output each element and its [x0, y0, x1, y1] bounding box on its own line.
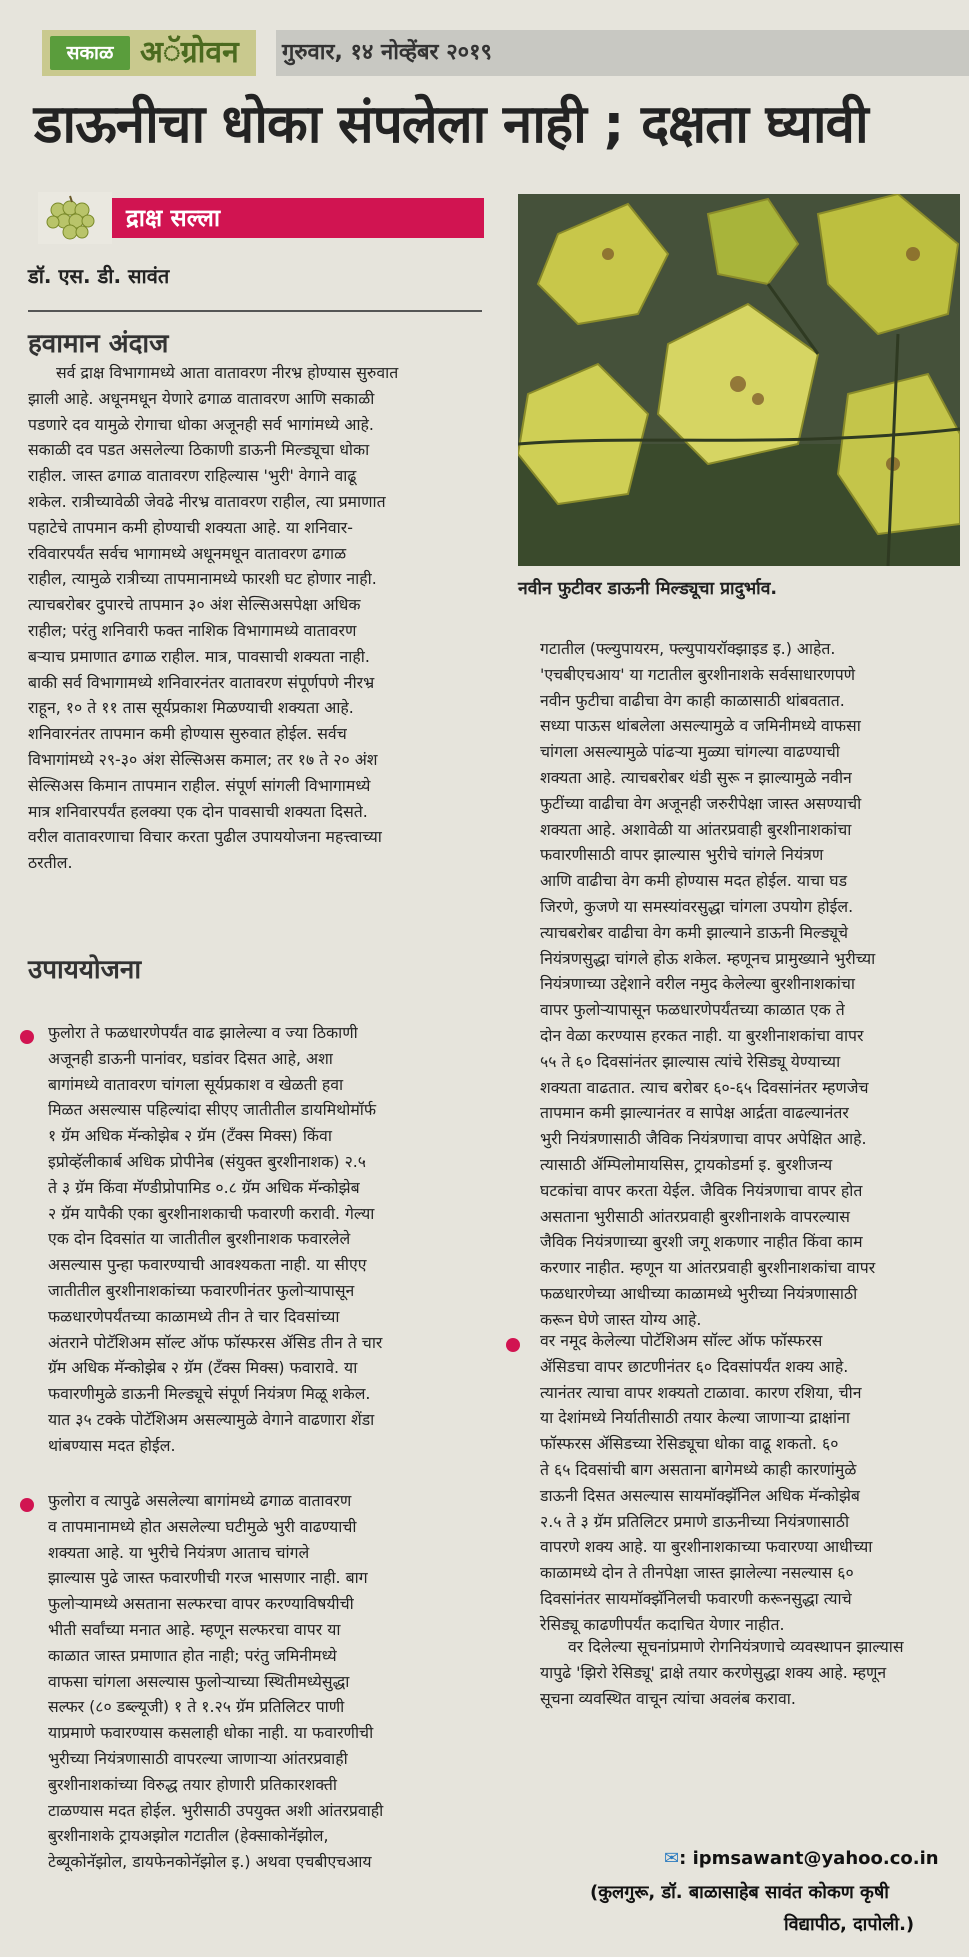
email-prefix: :	[679, 1848, 687, 1869]
text-line: भुरी नियंत्रणासाठी जैविक नियंत्रणाचा वापर अपेक्षित आहे.	[540, 1129, 867, 1149]
text-line: नियंत्रणाच्या उद्देशाने वरील नमुद केलेल्या बुरशीनाशकांचा	[540, 974, 855, 994]
text-line: बुरशीनाशके ट्रायअझोल गटातील (हेक्साकोनॅझोल,	[48, 1826, 329, 1846]
text-line: शनिवारनंतर तापमान कमी होण्यास सुरुवात होईल. सर्वच	[28, 724, 347, 744]
text-line: त्याचबरोबर दुपारचे तापमान ३० अंश सेल्सिअसपेक्षा अधिक	[28, 595, 361, 615]
weather-paragraph	[28, 360, 398, 876]
text-line: फुलोरा व त्यापुढे असलेल्या बागांमध्ये ढगाळ वातावरण	[48, 1491, 352, 1510]
text-line: आणि वाढीचा वेग कमी होण्यास मदत होईल. याचा घड	[540, 871, 848, 891]
agrowon-logo: अॅग्रोवन	[140, 35, 239, 70]
text-line: राहून, १० ते ११ तास सूर्यप्रकाश मिळण्याची शक्यता आहे.	[28, 698, 354, 718]
text-line: काळामध्ये दोन ते तीनपेक्षा जास्त झालेल्या नसल्यास ६०	[540, 1563, 854, 1583]
headline: डाऊनीचा धोका संपलेला नाही ; दक्षता घ्यावी	[34, 94, 868, 155]
continued-paragraph	[540, 636, 875, 1333]
text-line: एक दोन दिवसांत या जातीतील बुरशीनाशक फवारलेले	[48, 1229, 351, 1249]
text-line: फवारणीमुळे डाऊनी मिल्ड्यूचे संपूर्ण नियंत्रण मिळू शकेल.	[48, 1384, 371, 1404]
text-line: सल्फर (८० डब्ल्यूजी) १ ते १.२५ ग्रॅम प्रतिलिटर पाणी	[48, 1697, 345, 1717]
text-line: फुलोरा ते फळधारणेपर्यंत वाढ झालेल्या व ज्या ठिकाणी	[48, 1023, 358, 1042]
text-line: काळात जास्त प्रमाणात होत नाही; परंतु जमिनीमध्ये	[48, 1645, 337, 1665]
byline-divider	[28, 310, 482, 312]
text-line: ५५ ते ६० दिवसांनंतर झाल्यास त्यांचे रेसिड्यू येण्याच्या	[540, 1051, 841, 1071]
text-line: फवारणीसाठी वापर झाल्यास भुरीचे चांगले नियंत्रण	[540, 845, 824, 865]
text-line: राहील. जास्त ढगाळ वातावरण राहिल्यास 'भुरी' वेगाने वाढू	[28, 466, 357, 486]
text-line: पहाटेचे तापमान कमी होण्याची शक्यता आहे. या शनिवार-	[28, 517, 353, 537]
text-line: त्याचबरोबर वाढीचा वेग कमी झाल्याने डाऊनी मिल्ड्यूचे	[540, 922, 849, 942]
text-line: सध्या पाऊस थांबलेला असल्यामुळे व जमिनीमध्ये वाफसा	[540, 716, 861, 736]
grape-icon	[38, 192, 112, 244]
text-line: गटातील (फ्ल्युपायरम, फ्ल्युपायरॉक्झाइड इ.) आहेत.	[540, 639, 836, 658]
text-line: दिवसांनंतर सायमॉक्झॅनिलची फवारणी करूनसुद्धा त्याचे	[540, 1588, 852, 1608]
author-email[interactable]: ipmsawant@yahoo.co.in	[692, 1848, 939, 1869]
grape-leaf-photo	[518, 194, 960, 566]
issue-date: गुरुवार, १४ नोव्हेंबर २०१९	[282, 40, 492, 65]
text-line: फुटींच्या वाढीचा वेग अजूनही जरुरीपेक्षा जास्त असण्याची	[540, 793, 862, 813]
text-line: या देशांमध्ये निर्यातीसाठी तयार केल्या जाणाऱ्या द्राक्षांना	[540, 1408, 850, 1428]
text-line: थांबण्यास मदत होईल.	[48, 1435, 176, 1455]
text-line: रविवारपर्यंत सर्वच भागामध्ये अधूनमधून वातावरण ढगाळ	[28, 543, 347, 563]
text-line: ठरतील.	[28, 853, 73, 873]
text-line: फुलोऱ्यामध्ये असताना सल्फरचा वापर करण्याविषयीची	[48, 1594, 354, 1614]
text-line: वर नमूद केलेल्या पोटॅशिअम सॉल्ट ऑफ फॉस्फरस	[540, 1331, 823, 1350]
text-line: नियंत्रणसुद्धा चांगले होऊ शकेल. म्हणूनच प्रामुख्याने भुरीच्या	[540, 948, 876, 968]
text-line: २ ग्रॅम यापैकी एका बुरशीनाशकाची फवारणी करावी. गेल्या	[48, 1203, 375, 1223]
bullet-icon	[20, 1498, 34, 1512]
text-line: झाली आहे. अधूनमधून येणारे ढगाळ वातावरण आणि सकाळी	[28, 388, 375, 408]
section-weather-title: हवामान अंदाज	[28, 329, 169, 359]
text-line: जातीतील बुरशीनाशकांच्या फवारणीनंतर फुलोऱ्यापासून	[48, 1280, 355, 1300]
text-line: अंतराने पोटॅशिअम सॉल्ट ऑफ फॉस्फरस ॲसिड तीन ते चार	[48, 1332, 383, 1352]
text-line: वापर फुलोऱ्यापासून फळधारणेपर्यंतच्या काळात एक ते	[540, 1000, 845, 1020]
section-measures-title: उपाययोजना	[28, 955, 142, 985]
text-line: बाकी सर्व विभागामध्ये शनिवारनंतर वातावरण संपूर्णपणे नीरभ्र	[28, 672, 375, 692]
text-line: सेल्सिअस किमान तापमान राहील. संपूर्ण सांगली विभागामध्ये	[28, 775, 371, 795]
text-line: त्यासाठी ॲम्पिलोमायसिस, ट्रायकोडर्मा इ. बुरशीजन्य	[540, 1154, 833, 1174]
column-label: द्राक्ष सल्ला	[126, 204, 221, 232]
text-line: असल्यास पुन्हा फवारण्याची आवश्यकता नाही. या सीएए	[48, 1255, 367, 1275]
text-line: याप्रमाणे फवारण्यास कसलाही धोका नाही. या फवारणीची	[48, 1723, 374, 1743]
text-line: दोन वेळा करण्यास हरकत नाही. या बुरशीनाशकांचा वापर	[540, 1025, 864, 1045]
text-line: वर दिलेल्या सूचनांप्रमाणे रोगनियंत्रणाचे व्यवस्थापन झाल्यास	[568, 1637, 904, 1656]
text-line: भीती सर्वांच्या मनात आहे. म्हणून सल्फरचा वापर या	[48, 1619, 341, 1639]
text-line: चांगला असल्यामुळे पांढऱ्या मुळ्या चांगल्या वाढण्याची	[540, 742, 840, 762]
text-line: झाल्यास पुढे जास्त फवारणीची गरज भासणार नाही. बाग	[48, 1568, 368, 1588]
text-line: टेब्यूकोनॅझोल, डायफेनकोनॅझोल इ.) अथवा एचबीएचआय	[48, 1852, 372, 1872]
measure-item-2	[48, 1488, 383, 1875]
text-line: बऱ्याच प्रमाणात ढगाळ राहील. मात्र, पावसाची शक्यता नाही.	[28, 646, 370, 666]
photo-caption: नवीन फुटीवर डाऊनी मिल्ड्यूचा प्रादुर्भाव.	[518, 579, 778, 599]
text-line: शकेल. रात्रीच्यावेळी जेवढे नीरभ्र वातावरण राहील, त्या प्रमाणात	[28, 491, 386, 511]
text-line: फॉस्फरस ॲसिडच्या रेसिड्यूचा धोका वाढू शकतो. ६०	[540, 1434, 839, 1454]
text-line: बागांमध्ये वातावरण चांगला सूर्यप्रकाश व खेळती हवा	[48, 1074, 344, 1094]
text-line: राहील, त्यामुळे रात्रीच्या तापमानामध्ये फारशी घट होणार नाही.	[28, 569, 377, 589]
text-line: नवीन फुटीचा वाढीचा वेग काही काळासाठी थांबवतात.	[540, 690, 845, 710]
email-icon: ✉	[664, 1848, 680, 1869]
text-line: ग्रॅम अधिक मॅन्कोझेब २ ग्रॅम (टँक्स मिक्स) फवारावे. या	[48, 1358, 358, 1378]
text-line: डाऊनी दिसत असल्यास सायमॉक्झॅनिल अधिक मॅन्कोझेब	[540, 1485, 860, 1505]
text-line: असताना भुरीसाठी आंतरप्रवाही बुरशीनाशके वापरल्यास	[540, 1206, 850, 1226]
sakal-logo: सकाळ	[50, 36, 130, 70]
text-line: सूचना व्यवस्थित वाचून त्यांचा अवलंब करावा.	[540, 1688, 796, 1708]
text-line: घटकांचा वापर करता येईल. जैविक नियंत्रणाचा वापर होत	[540, 1180, 863, 1200]
text-line: विभागांमध्ये २९-३० अंश सेल्सिअस कमाल; तर १७ ते २० अंश	[28, 749, 378, 769]
text-line: यापुढे 'झिरो रेसिड्यू' द्राक्षे तयार करणेसुद्धा शक्य आहे. म्हणून	[540, 1662, 887, 1682]
text-line: जैविक नियंत्रणाच्या बुरशी जगू शकणार नाहीत किंवा काम	[540, 1232, 863, 1252]
text-line: फळधारणेच्या आधीच्या काळामध्ये भुरीच्या नियंत्रणासाठी	[540, 1283, 858, 1303]
text-line: यात ३५ टक्के पोटॅशिअम असल्यामुळे वेगाने वाढणारा शेंडा	[48, 1409, 375, 1429]
author-byline: डॉ. एस. डी. सावंत	[28, 264, 170, 288]
text-line: पडणारे दव यामुळे रोगाचा धोका अजूनही सर्व भागांमध्ये आहे.	[28, 414, 374, 434]
text-line: सर्व द्राक्ष विभागामध्ये आता वातावरण नीरभ्र होण्यास सुरुवात	[56, 363, 399, 382]
text-line: तापमान कमी झाल्यानंतर व सापेक्ष आर्द्रता वाढल्यानंतर	[540, 1103, 849, 1123]
text-line: २.५ ते ३ ग्रॅम प्रतिलिटर प्रमाणे डाऊनीच्या नियंत्रणासाठी	[540, 1511, 850, 1531]
text-line: वरील वातावरणाचा विचार करता पुढील उपाययोजना महत्त्वाच्या	[28, 827, 382, 847]
text-line: वापरणे शक्य आहे. या बुरशीनाशकाच्या फवारण्या आधीच्या	[540, 1537, 873, 1557]
text-line: बुरशीनाशकांच्या विरुद्ध तयार होणारी प्रतिकारशक्ती	[48, 1774, 338, 1794]
text-line: ॲसिडचा वापर छाटणीनंतर ६० दिवसांपर्यंत शक्य आहे.	[540, 1356, 849, 1376]
text-line: शक्यता आहे. त्याचबरोबर थंडी सुरू न झाल्यामुळे नवीन	[540, 767, 852, 787]
text-line: इप्रोव्हॅलीकार्ब अधिक प्रोपीनेब (संयुक्त बुरशीनाशक) २.५	[48, 1151, 367, 1171]
text-line: शक्यता आहे. अशावेळी या आंतरप्रवाही बुरशीनाशकांचा	[540, 819, 852, 839]
bullet-icon	[20, 1030, 34, 1044]
measure-item-3	[540, 1328, 872, 1638]
bullet-icon	[506, 1338, 520, 1352]
text-line: ते ३ ग्रॅम किंवा मॅण्डीप्रोपामिड ०.८ ग्रॅम अधिक मॅन्कोझेब	[48, 1177, 360, 1197]
text-line: मात्र शनिवारपर्यंत हलक्या एक दोन पावसाची शक्यता दिसते.	[28, 801, 368, 821]
text-line: ते ६५ दिवसांची बाग असताना बागेमध्ये काही कारणांमुळे	[540, 1459, 857, 1479]
text-line: मिळत असल्यास पहिल्यांदा सीएए जातीतील डायमिथोमॉर्फ	[48, 1100, 377, 1120]
text-line: १ ग्रॅम अधिक मॅन्कोझेब २ ग्रॅम (टँक्स मिक्स) किंवा	[48, 1126, 332, 1146]
author-affiliation-1: (कुलगुरू, डॉ. बाळासाहेब सावंत कोकण कृषी	[590, 1882, 889, 1903]
text-line: भुरीच्या नियंत्रणासाठी वापरल्या जाणाऱ्या आंतरप्रवाही	[48, 1748, 348, 1768]
text-line: करून घेणे जास्त योग्य आहे.	[540, 1309, 702, 1329]
text-line: त्यानंतर त्याचा वापर शक्यतो टाळावा. कारण रशिया, चीन	[540, 1382, 862, 1402]
closing-paragraph	[540, 1634, 904, 1711]
text-line: व तापमानामध्ये होत असलेल्या घटीमुळे भुरी वाढण्याची	[48, 1516, 357, 1536]
author-affiliation-2: विद्यापीठ, दापोली.)	[784, 1914, 915, 1935]
author-email-line	[664, 1848, 939, 1869]
text-line: फळधारणेपर्यंतच्या काळामध्ये तीन ते चार दिवसांच्या	[48, 1306, 340, 1326]
text-line: जिरणे, कुजणे या समस्यांवरसुद्धा चांगला उपयोग होईल.	[540, 896, 854, 916]
measure-item-1	[48, 1020, 382, 1459]
text-line: टाळण्यास मदत होईल. भुरीसाठी उपयुक्त अशी आंतरप्रवाही	[48, 1800, 384, 1820]
text-line: करणार नाहीत. म्हणून या आंतरप्रवाही बुरशीनाशकांचा वापर	[540, 1258, 876, 1278]
text-line: 'एचबीएचआय' या गटातील बुरशीनाशके सर्वसाधारणपणे	[540, 664, 856, 684]
text-line: वाफसा चांगला असल्यास फुलोऱ्याच्या स्थितीमध्येसुद्धा	[48, 1671, 350, 1691]
text-line: शक्यता वाढतात. त्याच बरोबर ६०-६५ दिवसांनंतर म्हणजेच	[540, 1077, 869, 1097]
text-line: सकाळी दव पडत असलेल्या ठिकाणी डाऊनी मिल्ड्यूचा धोका	[28, 440, 370, 460]
text-line: राहील; परंतु शनिवारी फक्त नाशिक विभागामध्ये वातावरण	[28, 620, 357, 640]
text-line: अजूनही डाऊनी पानांवर, घडांवर दिसत आहे, अशा	[48, 1048, 333, 1068]
text-line: रेसिड्यू काढणीपर्यंत कदाचित येणार नाहीत.	[540, 1614, 785, 1634]
text-line: शक्यता आहे. या भुरीचे नियंत्रण आताच चांगले	[48, 1542, 310, 1562]
